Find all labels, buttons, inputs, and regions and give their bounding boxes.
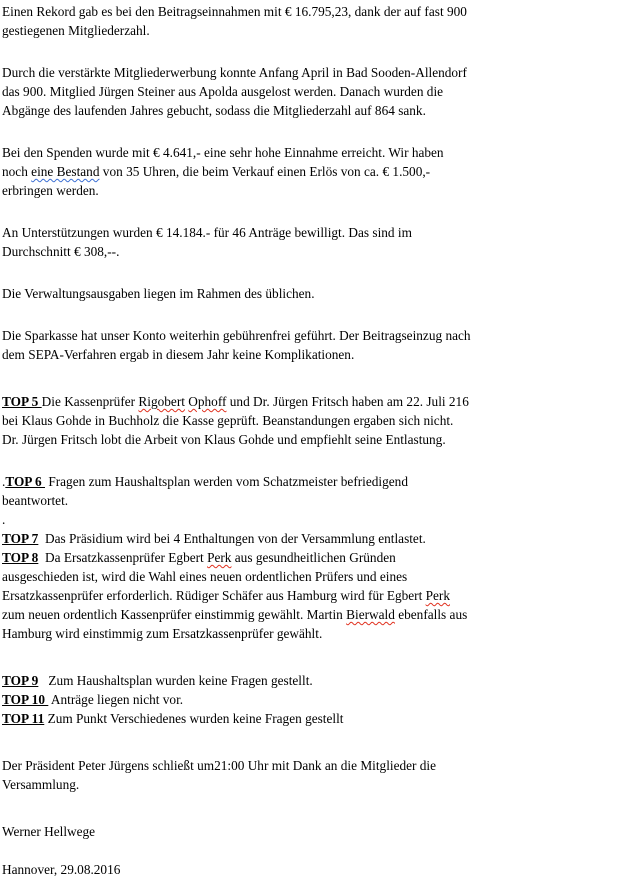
text-run: Durchschnitt € 308,--.	[2, 244, 120, 259]
text-run: ebenfalls aus	[394, 607, 468, 622]
text-line	[2, 586, 629, 605]
text-run: Anträge liegen nicht vor.	[48, 692, 184, 707]
text-run: An Unterstützungen wurden € 14.184.- für 46 Anträge bewilligt. Das sind im	[2, 225, 412, 240]
spellcheck-flagged-word: Rigobert	[138, 394, 185, 409]
text-line	[2, 529, 629, 548]
text-run: dem SEPA-Verfahren ergab in diesem Jahr keine Komplikationen.	[2, 347, 355, 362]
paragraph	[2, 326, 629, 364]
text-run: Abgänge des laufenden Jahres gebucht, sodass die Mitgliederzahl auf 864 sank.	[2, 103, 426, 118]
text-line	[2, 690, 629, 709]
text-line	[2, 162, 629, 181]
text-line	[2, 345, 629, 364]
text-run: und Dr. Jürgen Fritsch haben am 22. Juli 216	[226, 394, 469, 409]
paragraph	[2, 510, 629, 529]
text-run: bei Klaus Gohde in Buchholz die Kasse geprüft. Beanstandungen ergaben sich nicht.	[2, 413, 454, 428]
text-line	[2, 491, 629, 510]
text-run: Zum Haushaltsplan wurden keine Fragen gestellt.	[38, 673, 313, 688]
text-line	[2, 709, 629, 728]
paragraph	[2, 284, 629, 303]
top-heading: TOP 6	[5, 474, 45, 489]
paragraph	[2, 392, 629, 449]
text-line	[2, 860, 629, 879]
text-run: Dr. Jürgen Fritsch lobt die Arbeit von Klaus Gohde und empfiehlt seine Entlastung.	[2, 432, 446, 447]
text-run: Einen Rekord gab es bei den Beitragseinnahmen mit € 16.795,23, dank der auf fast 900	[2, 4, 467, 19]
text-run: Zum Punkt Verschiedenes wurden keine Fragen gestellt	[44, 711, 344, 726]
text-line	[2, 143, 629, 162]
top-heading: TOP 11	[2, 711, 45, 726]
text-run: zum neuen ordentlich Kassenprüfer einstimmig gewählt. Martin	[2, 607, 347, 622]
text-run: Das Präsidium wird bei 4 Enthaltungen von der Versammlung entlastet.	[38, 531, 426, 546]
text-line	[2, 392, 629, 411]
top-heading: TOP 5	[2, 394, 42, 409]
paragraph	[2, 529, 629, 548]
text-line	[2, 671, 629, 690]
text-run: ausgeschieden ist, wird die Wahl eines neuen ordentlichen Prüfers und eines	[2, 569, 408, 584]
text-line	[2, 411, 629, 430]
paragraph	[2, 756, 629, 794]
top-heading: TOP 8	[2, 550, 39, 565]
text-line	[2, 63, 629, 82]
text-line	[2, 242, 629, 261]
text-line	[2, 567, 629, 586]
text-line	[2, 284, 629, 303]
text-run: Die Sparkasse hat unser Konto weiterhin gebührenfrei geführt. Der Beitragseinzug nach	[2, 328, 471, 343]
text-line	[2, 624, 629, 643]
text-run: Da Ersatzkassenprüfer Egbert	[38, 550, 208, 565]
text-line	[2, 101, 629, 120]
text-run: .	[2, 512, 6, 527]
text-run: Hamburg wird einstimmig zum Ersatzkassenprüfer gewählt.	[2, 626, 323, 641]
text-run: das 900. Mitglied Jürgen Steiner aus Apolda ausgelost werden. Danach wurden die	[2, 84, 444, 99]
paragraph	[2, 143, 629, 200]
text-run: Ersatzkassenprüfer erforderlich. Rüdiger Schäfer aus Hamburg wird für Egbert	[2, 588, 426, 603]
text-run: beantwortet.	[2, 493, 69, 508]
text-run: von 35 Uhren, die beim Verkauf einen Erlös von ca. € 1.500,-	[99, 164, 431, 179]
text-run: Durch die verstärkte Mitgliederwerbung konnte Anfang April in Bad Sooden-Allendorf	[2, 65, 467, 80]
grammar-flagged-word: eine Bestand	[31, 164, 100, 179]
text-line	[2, 82, 629, 101]
text-line	[2, 223, 629, 242]
paragraph	[2, 548, 629, 643]
paragraph	[2, 709, 629, 728]
text-line	[2, 822, 629, 841]
text-line	[2, 756, 629, 775]
text-line	[2, 430, 629, 449]
paragraph	[2, 690, 629, 709]
text-line	[2, 326, 629, 345]
spellcheck-flagged-word: Perk	[207, 550, 232, 565]
text-run: Die Kassenprüfer	[41, 394, 139, 409]
text-line	[2, 21, 629, 40]
text-run: Fragen zum Haushaltsplan werden vom Schatzmeister befriedigend	[45, 474, 408, 489]
text-run: aus gesundheitlichen Gründen	[231, 550, 396, 565]
text-line	[2, 2, 629, 21]
text-run: Bei den Spenden wurde mit € 4.641,- eine sehr hohe Einnahme erreicht. Wir haben	[2, 145, 444, 160]
paragraph	[2, 63, 629, 120]
text-run: noch	[2, 164, 32, 179]
text-run: gestiegenen Mitgliederzahl.	[2, 23, 150, 38]
text-line	[2, 775, 629, 794]
top-heading: TOP 7	[2, 531, 39, 546]
spellcheck-flagged-word: Bierwald	[346, 607, 395, 622]
paragraph	[2, 822, 629, 841]
document-content	[2, 2, 629, 879]
text-run: Der Präsident Peter Jürgens schließt um21:00 Uhr mit Dank an die Mitglieder die	[2, 758, 437, 773]
top-heading: TOP 10	[2, 692, 49, 707]
text-line	[2, 548, 629, 567]
paragraph	[2, 671, 629, 690]
paragraph	[2, 2, 629, 40]
text-line	[2, 181, 629, 200]
text-run: Werner Hellwege	[2, 824, 96, 839]
text-run: Die Verwaltungsausgaben liegen im Rahmen des üblichen.	[2, 286, 315, 301]
spellcheck-flagged-word: Perk	[425, 588, 450, 603]
text-run: erbringen werden.	[2, 183, 99, 198]
text-line	[2, 472, 629, 491]
top-heading: TOP 9	[2, 673, 39, 688]
text-line	[2, 510, 629, 529]
paragraph	[2, 860, 629, 879]
paragraph	[2, 472, 629, 510]
spellcheck-flagged-word: Ophoff	[188, 394, 227, 409]
paragraph	[2, 223, 629, 261]
text-run: .	[2, 474, 6, 489]
text-line	[2, 605, 629, 624]
text-run: Versammlung.	[2, 777, 80, 792]
text-run: Hannover, 29.08.2016	[2, 862, 121, 877]
